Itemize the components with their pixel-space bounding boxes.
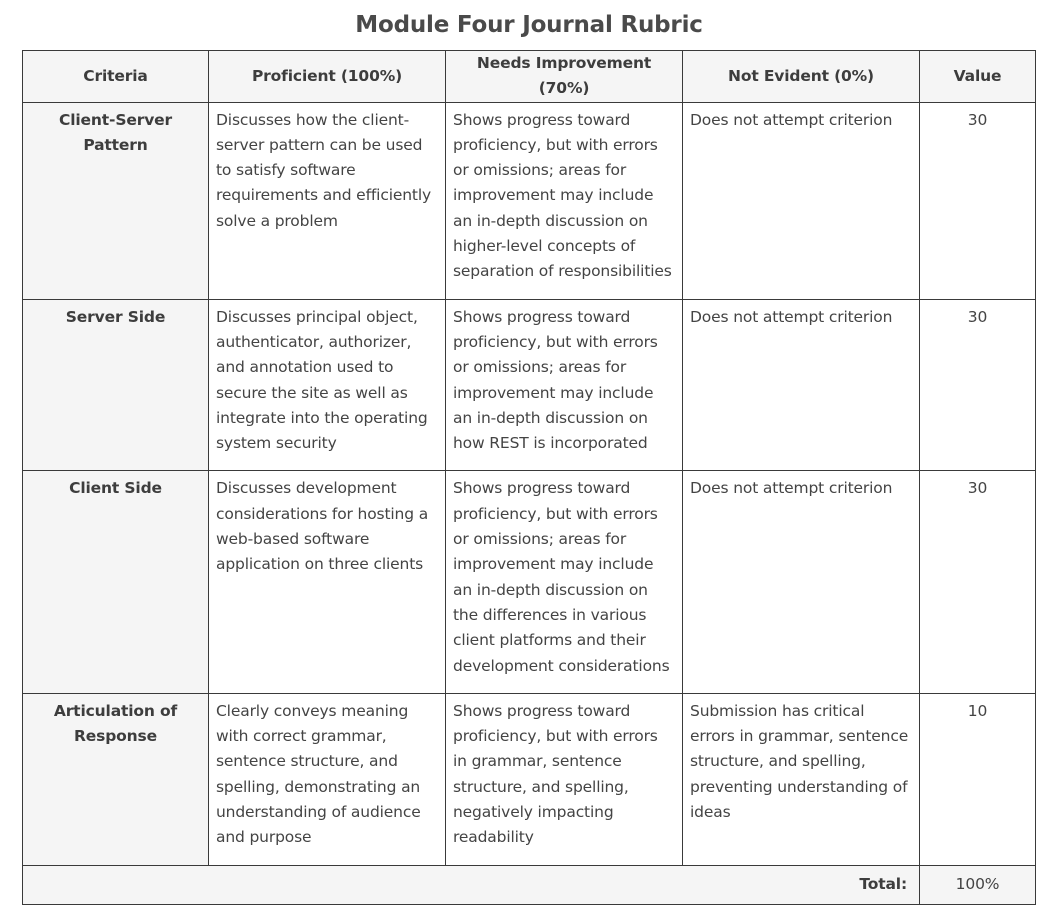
value-cell: 30: [920, 102, 1036, 299]
criteria-cell: Articulation of Response: [23, 693, 209, 865]
table-row: [23, 299, 1036, 471]
value-cell: 10: [920, 693, 1036, 865]
table-row: [23, 102, 1036, 299]
proficient-cell: Discusses principal object, authenticator, authorizer, and annotation used to secure the site as well as integrate into the operating system security: [209, 299, 446, 471]
rubric-table: [22, 50, 1036, 905]
total-value: 100%: [920, 865, 1036, 904]
not-evident-cell: Submission has critical errors in grammar, sentence structure, and spelling, preventing understanding of ideas: [683, 693, 920, 865]
header-not-evident: Not Evident (0%): [683, 51, 920, 103]
proficient-cell: Discusses how the client-server pattern can be used to satisfy software requirements and efficiently solve a problem: [209, 102, 446, 299]
header-criteria: Criteria: [23, 51, 209, 103]
value-cell: 30: [920, 471, 1036, 693]
header-row: [23, 51, 1036, 103]
total-label: Total:: [23, 865, 920, 904]
proficient-cell: Discusses development considerations for hosting a web-based software application on three clients: [209, 471, 446, 693]
needs-improvement-cell: Shows progress toward proficiency, but with errors in grammar, sentence structure, and spelling, negatively impacting readability: [446, 693, 683, 865]
proficient-cell: Clearly conveys meaning with correct grammar, sentence structure, and spelling, demonstrating an understanding of audience and purpose: [209, 693, 446, 865]
header-proficient: Proficient (100%): [209, 51, 446, 103]
criteria-cell: Server Side: [23, 299, 209, 471]
needs-improvement-cell: Shows progress toward proficiency, but with errors or omissions; areas for improvement may include an in-depth discussion on how REST is incorporated: [446, 299, 683, 471]
not-evident-cell: Does not attempt criterion: [683, 299, 920, 471]
header-needs-improvement: Needs Improvement (70%): [446, 51, 683, 103]
table-row: [23, 471, 1036, 693]
needs-improvement-cell: Shows progress toward proficiency, but with errors or omissions; areas for improvement may include an in-depth discussion on the differences in various client platforms and their development considerations: [446, 471, 683, 693]
needs-improvement-cell: Shows progress toward proficiency, but with errors or omissions; areas for improvement may include an in-depth discussion on higher-level concepts of separation of responsibilities: [446, 102, 683, 299]
criteria-cell: Client Side: [23, 471, 209, 693]
not-evident-cell: Does not attempt criterion: [683, 102, 920, 299]
not-evident-cell: Does not attempt criterion: [683, 471, 920, 693]
table-row: [23, 693, 1036, 865]
value-cell: 30: [920, 299, 1036, 471]
criteria-cell: Client-Server Pattern: [23, 102, 209, 299]
rubric-title: Module Four Journal Rubric: [355, 12, 703, 38]
header-value: Value: [920, 51, 1036, 103]
total-row: [23, 865, 1036, 904]
